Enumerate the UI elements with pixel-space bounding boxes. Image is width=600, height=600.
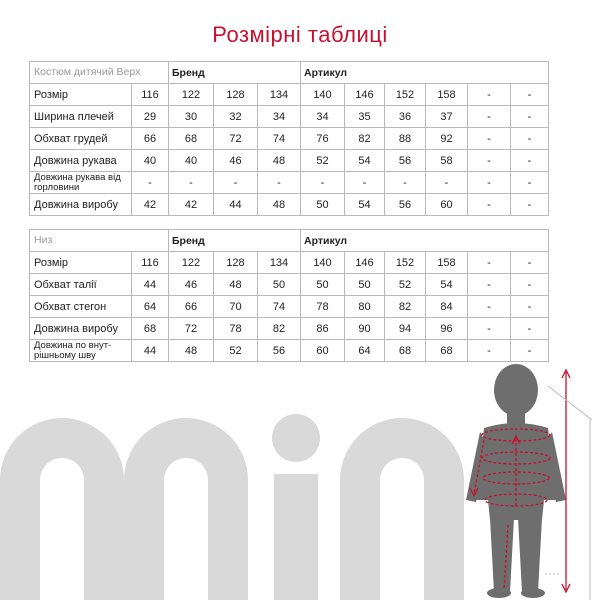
cell: 116 <box>132 252 169 274</box>
cell: 76 <box>301 128 345 150</box>
row-label: Розмір <box>30 252 132 274</box>
row-label: Обхват талії <box>30 274 132 296</box>
cell: - <box>511 274 549 296</box>
cell: - <box>511 252 549 274</box>
cell: 134 <box>258 84 301 106</box>
cell: 54 <box>426 274 468 296</box>
cell: 140 <box>301 252 345 274</box>
cell: - <box>511 106 549 128</box>
brand-header: Бренд <box>169 62 301 84</box>
cell: - <box>258 172 301 194</box>
cell: - <box>468 340 511 362</box>
table-header-row <box>30 62 549 84</box>
cell: 152 <box>385 84 426 106</box>
cell: 90 <box>345 318 385 340</box>
cell: - <box>511 172 549 194</box>
cell: 44 <box>132 274 169 296</box>
cell: 42 <box>132 194 169 216</box>
cell: 134 <box>258 252 301 274</box>
table-row <box>30 194 549 216</box>
size-table-top <box>29 61 549 216</box>
cell: 92 <box>426 128 468 150</box>
cell: - <box>511 84 549 106</box>
table-row <box>30 274 549 296</box>
cell: 50 <box>345 274 385 296</box>
cell: 128 <box>214 252 258 274</box>
cell: 48 <box>169 340 214 362</box>
cell: - <box>468 128 511 150</box>
cell: 140 <box>301 84 345 106</box>
size-table-bottom <box>29 229 549 362</box>
cell: 128 <box>214 84 258 106</box>
row-label: Розмір <box>30 84 132 106</box>
table-header-label: Низ <box>30 230 169 252</box>
cell: 36 <box>385 106 426 128</box>
table-row <box>30 106 549 128</box>
cell: - <box>468 274 511 296</box>
cell: - <box>511 150 549 172</box>
cell: 37 <box>426 106 468 128</box>
cell: 52 <box>385 274 426 296</box>
cell: 44 <box>214 194 258 216</box>
cell: 94 <box>385 318 426 340</box>
row-label: Довжина виробу <box>30 318 132 340</box>
cell: 78 <box>301 296 345 318</box>
cell: 122 <box>169 84 214 106</box>
cell: 48 <box>258 194 301 216</box>
cell: 88 <box>385 128 426 150</box>
cell: 46 <box>169 274 214 296</box>
cell: 74 <box>258 296 301 318</box>
cell: - <box>214 172 258 194</box>
cell: 46 <box>214 150 258 172</box>
row-label: Довжина рукава від горловини <box>30 172 132 194</box>
brand-header: Бренд <box>169 230 301 252</box>
cell: 48 <box>258 150 301 172</box>
cell: - <box>511 318 549 340</box>
cell: 74 <box>258 128 301 150</box>
cell: 50 <box>301 274 345 296</box>
row-label: Обхват стегон <box>30 296 132 318</box>
cell: - <box>468 150 511 172</box>
cell: 72 <box>214 128 258 150</box>
cell: 80 <box>345 296 385 318</box>
cell: - <box>385 172 426 194</box>
cell: 158 <box>426 252 468 274</box>
table-row <box>30 150 549 172</box>
cell: 32 <box>214 106 258 128</box>
cell: 30 <box>169 106 214 128</box>
article-header: Артикул <box>301 230 549 252</box>
table-row <box>30 296 549 318</box>
cell: 60 <box>426 194 468 216</box>
cell: - <box>468 296 511 318</box>
cell: - <box>511 128 549 150</box>
table-row <box>30 318 549 340</box>
cell: - <box>169 172 214 194</box>
cell: 96 <box>426 318 468 340</box>
cell: - <box>468 318 511 340</box>
cell: 40 <box>132 150 169 172</box>
cell: 44 <box>132 340 169 362</box>
brand-logo-mini <box>0 414 464 600</box>
cell: 50 <box>301 194 345 216</box>
cell: 82 <box>385 296 426 318</box>
cell: - <box>468 252 511 274</box>
cell: - <box>426 172 468 194</box>
cell: 82 <box>258 318 301 340</box>
table-header-row <box>30 230 549 252</box>
cell: 40 <box>169 150 214 172</box>
cell: - <box>511 194 549 216</box>
cell: 152 <box>385 252 426 274</box>
cell: 58 <box>426 150 468 172</box>
cell: 72 <box>169 318 214 340</box>
cell: - <box>301 172 345 194</box>
cell: 68 <box>426 340 468 362</box>
table-row <box>30 84 549 106</box>
row-label: Довжина виробу <box>30 194 132 216</box>
table-row <box>30 172 549 194</box>
cell: 68 <box>132 318 169 340</box>
cell: 146 <box>345 84 385 106</box>
row-label: Ширина плечей <box>30 106 132 128</box>
row-label: Довжина по внут-рішньому шву <box>30 340 132 362</box>
cell: 50 <box>258 274 301 296</box>
table-row <box>30 340 549 362</box>
cell: 64 <box>132 296 169 318</box>
cell: 54 <box>345 194 385 216</box>
cell: - <box>468 84 511 106</box>
cell: 35 <box>345 106 385 128</box>
cell: 158 <box>426 84 468 106</box>
cell: 42 <box>169 194 214 216</box>
cell: 56 <box>385 194 426 216</box>
table-row <box>30 252 549 274</box>
cell: 34 <box>258 106 301 128</box>
cell: 66 <box>132 128 169 150</box>
cell: 60 <box>301 340 345 362</box>
cell: - <box>468 172 511 194</box>
row-label: Довжина рукава <box>30 150 132 172</box>
cell: - <box>511 340 549 362</box>
row-label: Обхват грудей <box>30 128 132 150</box>
cell: 66 <box>169 296 214 318</box>
cell: 68 <box>385 340 426 362</box>
cell: - <box>345 172 385 194</box>
cell: 68 <box>169 128 214 150</box>
cell: - <box>511 296 549 318</box>
cell: 122 <box>169 252 214 274</box>
cell: 54 <box>345 150 385 172</box>
cell: - <box>468 106 511 128</box>
cell: 34 <box>301 106 345 128</box>
cell: 52 <box>301 150 345 172</box>
article-header: Артикул <box>301 62 549 84</box>
table-row <box>30 128 549 150</box>
cell: 48 <box>214 274 258 296</box>
cell: 29 <box>132 106 169 128</box>
page-title: Розмірні таблиці <box>212 22 388 47</box>
cell: 116 <box>132 84 169 106</box>
cell: 64 <box>345 340 385 362</box>
cell: 56 <box>385 150 426 172</box>
cell: 78 <box>214 318 258 340</box>
cell: 70 <box>214 296 258 318</box>
cell: 86 <box>301 318 345 340</box>
cell: - <box>132 172 169 194</box>
table-header-label: Костюм дитячий Верх <box>30 62 169 84</box>
cell: 84 <box>426 296 468 318</box>
cell: 56 <box>258 340 301 362</box>
cell: 82 <box>345 128 385 150</box>
cell: - <box>468 194 511 216</box>
cell: 52 <box>214 340 258 362</box>
cell: 146 <box>345 252 385 274</box>
